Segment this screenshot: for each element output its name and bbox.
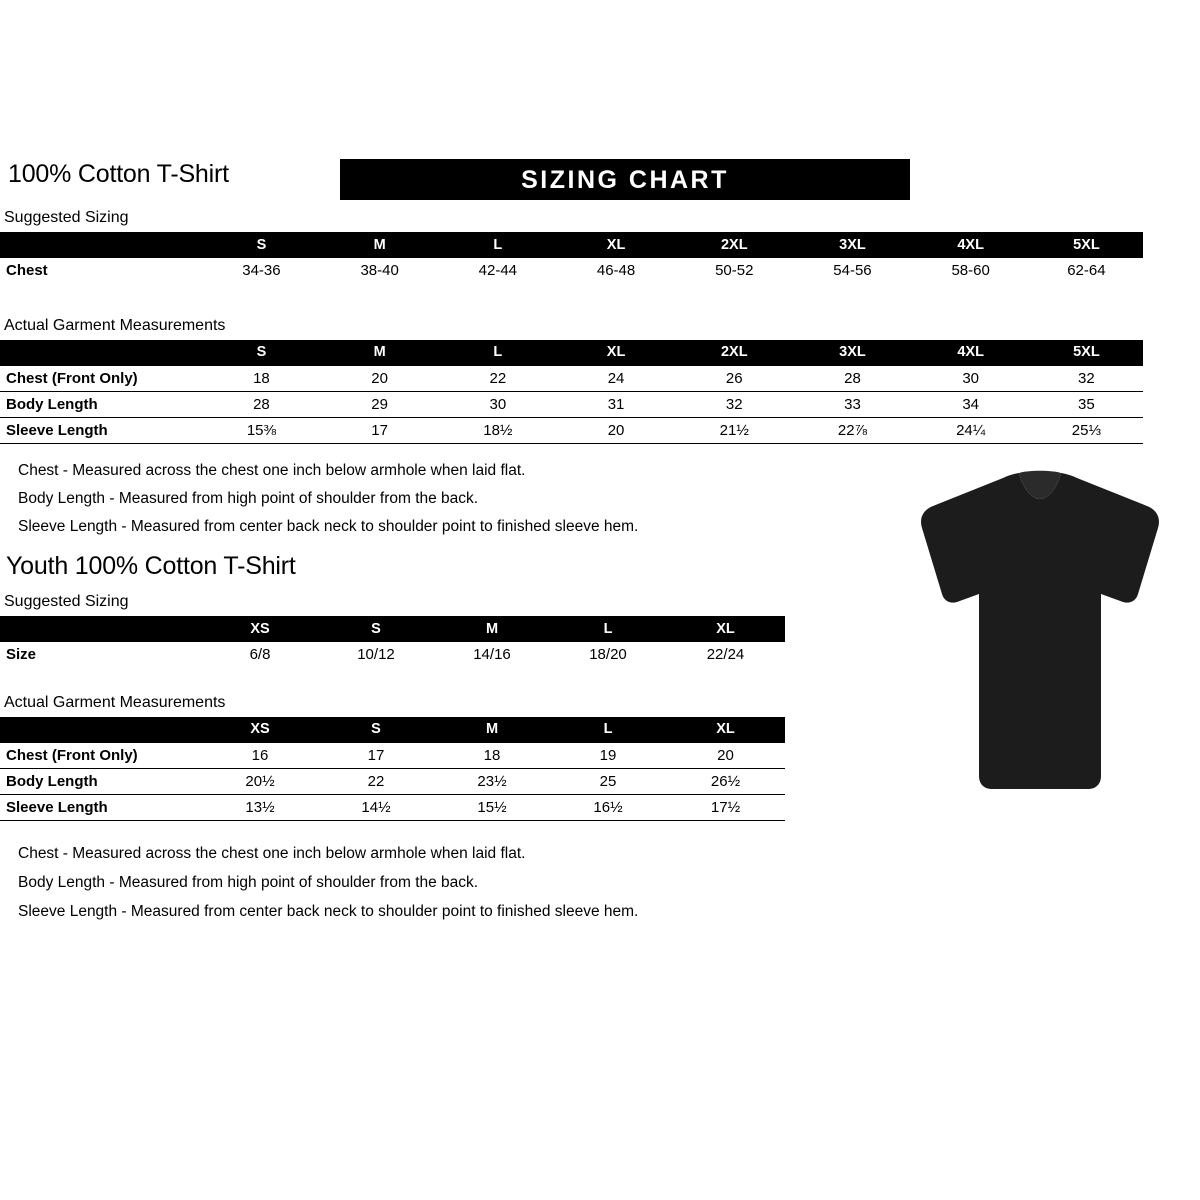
column-header-m: M [321,340,439,366]
column-header-s: S [318,717,434,743]
measurement-cell: 18½ [439,418,557,444]
measurement-cell: 13½ [202,795,318,821]
column-header-blank [0,232,202,258]
column-header-3xl: 3XL [793,232,911,258]
measurement-cell: 20 [666,743,785,769]
measurement-cell: 31 [557,392,675,418]
measurement-cell: 18/20 [550,642,666,667]
table-row [0,392,1143,418]
table-row [0,418,1143,444]
measurement-cell: 14/16 [434,642,550,667]
column-header-xl: XL [666,616,785,642]
sizing-chart-banner-label: SIZING CHART [521,166,729,194]
column-header-l: L [439,340,557,366]
table-header-row [0,616,785,642]
measurement-cell: 35 [1030,392,1143,418]
adult-actual-measurements-table [0,340,1143,444]
measurement-cell: 15½ [434,795,550,821]
measurement-cell: 46-48 [557,258,675,283]
column-header-4xl: 4XL [912,232,1030,258]
measurement-cell: 62-64 [1030,258,1143,283]
row-label: Sleeve Length [0,418,202,444]
measurement-cell: 25 [550,769,666,795]
column-header-l: L [439,232,557,258]
column-header-2xl: 2XL [675,232,793,258]
column-header-4xl: 4XL [912,340,1030,366]
measurement-cell: 16½ [550,795,666,821]
adult-actual-measurements-label: Actual Garment Measurements [4,317,226,334]
column-header-blank [0,340,202,366]
measurement-cell: 42-44 [439,258,557,283]
table-header-row [0,340,1143,366]
measurement-cell: 17 [318,743,434,769]
row-label: Body Length [0,392,202,418]
black-tshirt-icon [895,470,1185,810]
column-header-s: S [318,616,434,642]
table-row [0,769,785,795]
table-body [0,743,785,821]
column-header-2xl: 2XL [675,340,793,366]
row-label: Chest (Front Only) [0,366,202,392]
adult-note-body-length: Body Length - Measured from high point of shoulder from the back. [18,490,479,507]
measurement-cell: 15⅜ [202,418,320,444]
measurement-cell: 22 [318,769,434,795]
measurement-cell: 23½ [434,769,550,795]
table-body [0,642,785,667]
measurement-cell: 22⅞ [793,418,911,444]
column-header-xs: XS [202,717,318,743]
youth-note-body-length: Body Length - Measured from high point of shoulder from the back. [18,874,479,891]
measurement-cell: 28 [202,392,320,418]
measurement-cell: 18 [202,366,320,392]
measurement-cell: 30 [439,392,557,418]
measurement-cell: 54-56 [793,258,911,283]
column-header-m: M [434,717,550,743]
column-header-xs: XS [202,616,318,642]
youth-actual-measurements-label: Actual Garment Measurements [4,694,226,711]
row-label: Size [0,642,202,667]
measurement-cell: 58-60 [912,258,1030,283]
column-header-xl: XL [557,340,675,366]
table-header-row [0,232,1143,258]
measurement-cell: 22 [439,366,557,392]
measurement-cell: 33 [793,392,911,418]
column-header-m: M [321,232,439,258]
table-row [0,258,1143,283]
adult-suggested-sizing-table [0,232,1143,283]
youth-note-chest: Chest - Measured across the chest one inch below armhole when laid flat. [18,845,526,862]
page-title: 100% Cotton T-Shirt [8,160,229,188]
sizing-chart-banner [340,159,910,200]
column-header-s: S [202,232,320,258]
measurement-cell: 50-52 [675,258,793,283]
table-row [0,366,1143,392]
youth-suggested-sizing-label: Suggested Sizing [4,593,129,610]
measurement-cell: 29 [321,392,439,418]
measurement-cell: 22/24 [666,642,785,667]
adult-note-sleeve-length: Sleeve Length - Measured from center back neck to shoulder point to finished sleeve hem. [18,518,639,535]
youth-note-sleeve-length: Sleeve Length - Measured from center back neck to shoulder point to finished sleeve hem. [18,903,639,920]
measurement-cell: 20½ [202,769,318,795]
measurement-cell: 34-36 [202,258,320,283]
adult-header-row [0,160,910,202]
column-header-blank [0,717,202,743]
measurement-cell: 32 [675,392,793,418]
measurement-cell: 10/12 [318,642,434,667]
youth-section-title: Youth 100% Cotton T-Shirt [6,552,296,580]
measurement-cell: 38-40 [321,258,439,283]
youth-suggested-sizing-table [0,616,785,667]
measurement-cell: 20 [557,418,675,444]
column-header-5xl: 5XL [1030,232,1143,258]
column-header-s: S [202,340,320,366]
measurement-cell: 30 [912,366,1030,392]
column-header-l: L [550,717,666,743]
column-header-3xl: 3XL [793,340,911,366]
measurement-cell: 32 [1030,366,1143,392]
column-header-5xl: 5XL [1030,340,1143,366]
measurement-cell: 18 [434,743,550,769]
table-row [0,795,785,821]
measurement-cell: 26 [675,366,793,392]
column-header-m: M [434,616,550,642]
row-label: Chest [0,258,202,283]
adult-suggested-sizing-label: Suggested Sizing [4,209,129,226]
measurement-cell: 28 [793,366,911,392]
table-body [0,258,1143,283]
measurement-cell: 14½ [318,795,434,821]
measurement-cell: 20 [321,366,439,392]
row-label: Sleeve Length [0,795,202,821]
product-image [895,470,1185,810]
measurement-cell: 19 [550,743,666,769]
row-label: Body Length [0,769,202,795]
adult-note-chest: Chest - Measured across the chest one inch below armhole when laid flat. [18,462,526,479]
youth-actual-measurements-table [0,717,785,821]
measurement-cell: 25⅓ [1030,418,1143,444]
measurement-cell: 24¼ [912,418,1030,444]
column-header-blank [0,616,202,642]
measurement-cell: 17 [321,418,439,444]
table-row [0,743,785,769]
measurement-cell: 6/8 [202,642,318,667]
measurement-cell: 34 [912,392,1030,418]
measurement-cell: 16 [202,743,318,769]
measurement-cell: 17½ [666,795,785,821]
table-body [0,366,1143,444]
column-header-xl: XL [557,232,675,258]
row-label: Chest (Front Only) [0,743,202,769]
measurement-cell: 26½ [666,769,785,795]
measurement-cell: 21½ [675,418,793,444]
column-header-xl: XL [666,717,785,743]
table-row [0,642,785,667]
measurement-cell: 24 [557,366,675,392]
table-header-row [0,717,785,743]
column-header-l: L [550,616,666,642]
